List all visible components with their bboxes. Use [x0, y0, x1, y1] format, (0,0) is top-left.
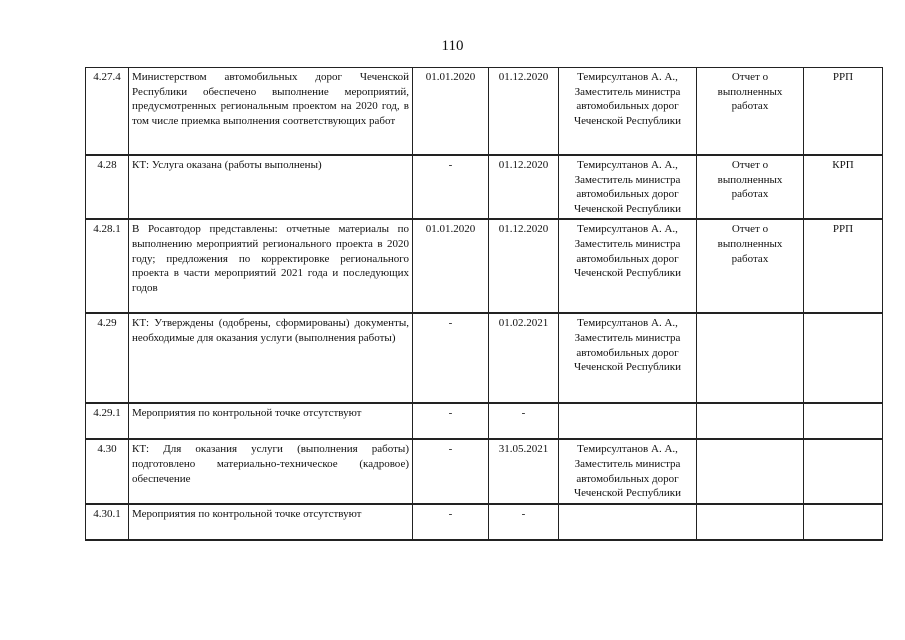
table-row: [86, 68, 883, 156]
row-end-date: 01.12.2020: [489, 219, 559, 313]
row-description: В Росавтодор представлены: отчетные материалы по выполнению мероприятий регионального проекта в 2020 году; предложения по корректировке регионального проекта в части мероприятий 2021 года и последующих годов: [129, 219, 413, 313]
row-level: РРП: [804, 219, 883, 313]
row-level: [804, 313, 883, 403]
row-document: [697, 313, 804, 403]
row-responsible: Темирсултанов А. А., Заместитель министра автомобильных дорог Чеченской Республики: [559, 155, 697, 219]
table-row: [86, 439, 883, 503]
table-row: [86, 313, 883, 403]
row-end-date: -: [489, 403, 559, 439]
row-end-date: 31.05.2021: [489, 439, 559, 503]
row-description: КТ: Услуга оказана (работы выполнены): [129, 155, 413, 219]
row-start-date: -: [413, 403, 489, 439]
row-document: Отчет о выполненных работах: [697, 68, 804, 156]
page-number: 110: [441, 38, 464, 54]
table-row: [86, 504, 883, 540]
plan-table: [85, 67, 883, 541]
row-level: [804, 403, 883, 439]
row-number: 4.28.1: [86, 219, 129, 313]
row-end-date: 01.02.2021: [489, 313, 559, 403]
row-description: КТ: Утверждены (одобрены, сформированы) документы, необходимые для оказания услуги (выполнения работы): [129, 313, 413, 403]
row-number: 4.30.1: [86, 504, 129, 540]
row-level: КРП: [804, 155, 883, 219]
row-document: [697, 504, 804, 540]
row-document: [697, 439, 804, 503]
row-number: 4.30: [86, 439, 129, 503]
table-row: [86, 219, 883, 313]
row-number: 4.27.4: [86, 68, 129, 156]
row-responsible: [559, 504, 697, 540]
row-description: Министерством автомобильных дорог Чеченской Республики обеспечено выполнение мероприятий, предусмотренных региональным проектом на 2020 год, в том числе приемка выполнения соответствующих работ: [129, 68, 413, 156]
row-responsible: Темирсултанов А. А., Заместитель министра автомобильных дорог Чеченской Республики: [559, 313, 697, 403]
row-responsible: Темирсултанов А. А., Заместитель министра автомобильных дорог Чеченской Республики: [559, 439, 697, 503]
row-start-date: 01.01.2020: [413, 68, 489, 156]
row-start-date: -: [413, 313, 489, 403]
row-number: 4.29.1: [86, 403, 129, 439]
row-level: [804, 504, 883, 540]
row-start-date: -: [413, 439, 489, 503]
table-row: [86, 155, 883, 219]
row-responsible: [559, 403, 697, 439]
row-document: [697, 403, 804, 439]
row-end-date: 01.12.2020: [489, 155, 559, 219]
row-description: КТ: Для оказания услуги (выполнения работы) подготовлено материально-техническое (кадровое) обеспечение: [129, 439, 413, 503]
row-end-date: 01.12.2020: [489, 68, 559, 156]
row-start-date: -: [413, 504, 489, 540]
row-responsible: Темирсултанов А. А., Заместитель министра автомобильных дорог Чеченской Республики: [559, 68, 697, 156]
table-row: [86, 403, 883, 439]
row-number: 4.29: [86, 313, 129, 403]
row-start-date: -: [413, 155, 489, 219]
row-end-date: -: [489, 504, 559, 540]
row-start-date: 01.01.2020: [413, 219, 489, 313]
row-description: Мероприятия по контрольной точке отсутствуют: [129, 504, 413, 540]
row-level: [804, 439, 883, 503]
row-level: РРП: [804, 68, 883, 156]
row-document: Отчет о выполненных работах: [697, 219, 804, 313]
row-number: 4.28: [86, 155, 129, 219]
row-document: Отчет о выполненных работах: [697, 155, 804, 219]
row-responsible: Темирсултанов А. А., Заместитель министра автомобильных дорог Чеченской Республики: [559, 219, 697, 313]
row-description: Мероприятия по контрольной точке отсутствуют: [129, 403, 413, 439]
